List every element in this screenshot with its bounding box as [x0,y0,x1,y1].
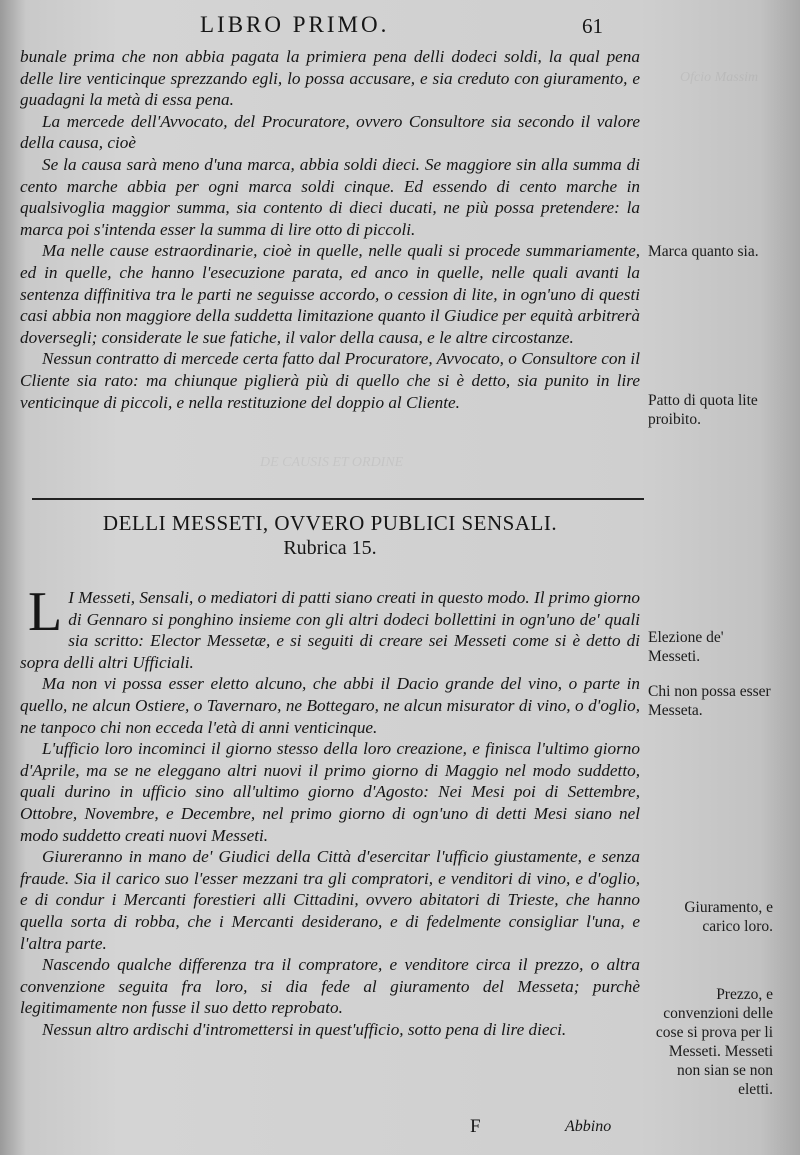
margin-note-prezzo: Prezzo, e convenzioni delle cose si prova per li Messeti. Messeti non sian se non eletti. [655,986,773,1098]
margin-note-elezione: Elezione de' Messeti. [648,629,724,665]
section-divider [32,498,644,500]
bleed-through-text: Ofcio Massim [680,70,759,85]
section-heading [20,510,640,560]
section-one-body [20,46,640,413]
margin-note-patto: Patto di quota lite proibito. [648,392,758,428]
bleed-through-text: DE CAUSIS ET ORDINE [260,455,404,470]
page-number: 61 [582,14,603,38]
paragraph: Nessun contratto di mercede certa fatto dal Procuratore, Avvocato, o Consultore con il Cliente sia rato: ma chiunque piglierà più di quello che si è detto, sia punito in lire venticinque di piccoli, e nella restituzione del doppio al Cliente. [20,349,640,412]
margin-note-marca: Marca quanto sia. [648,243,759,260]
signature-mark: F [470,1116,481,1137]
paragraph: Nascendo qualche differenza tra il compratore, e venditore circa il prezzo, o altra convenzione seguita fra loro, si dia fede al giuramento del Messeta; purchè legitimamente non fusse il suo detto reprobato. [20,955,640,1018]
heading-rubric: Rubrica 15. [283,537,377,559]
paragraph: Ma nelle cause estraordinarie, cioè in quelle, nelle quali si procede summariamente, ed in quelle, che hanno l'esecuzione parata, ed anco in quelle, nelle quali avanti la sentenza diffinitiva tra le parti ne seguisse accordo, o cession di lite, in ogn'uno di questi casi abbia non maggiore della suddetta limitazione quanto il Giudice per equità arbitrerà doversegli; considerate le sue fatiche, il valor della causa, e le altre circostanze. [20,241,640,347]
paragraph: L'ufficio loro incominci il giorno stesso della loro creazione, e finisca l'ultimo giorno d'Aprile, ma se ne eleggano altri nuovi il primo giorno di Maggio nel modo suddetto, quali durino in ufficio sino all'ultimo giorno d'Agosto: Nei Mesi poi di Settembre, Ottobre, Novembre, e Decembre, nel primo giorno di ogn'uno di detti Mesi siano nel modo suddetto creati nuovi Messeti. [20,739,640,845]
paragraph: Se la causa sarà meno d'una marca, abbia soldi dieci. Se maggiore sin alla summa di cento marche abbia per ogni marca soldi cinque. Ed essendo di cento marche in qualsivoglia maggior summa, sia contento di dieci ducati, ne più possa pretendere: la marca poi s'intenda esser la summa di lire otto di piccoli. [20,154,640,239]
page-header [0,12,800,44]
paragraph [20,581,640,673]
heading-title: DELLI MESSETI, OVVERO PUBLICI SENSALI. [102,511,558,535]
paragraph: Giureranno in mano de' Giudici della Città d'esercitar l'ufficio giustamente, e senza fraude. Sia il carico suo l'esser mezzani tra gli compratori, e venditori di vino, e d'oglio, e di condur i Mercanti forestieri alli Cittadini, ovvero abitatori di Trieste, che hanno quella sorta di robba, che i Mercanti desiderano, e di fedelmente consigliar l'una, e l'altra parte. [20,847,640,953]
paragraph: La mercede dell'Avvocato, del Procuratore, ovvero Consultore sia secondo il valore della causa, cioè [20,111,640,153]
paragraph-text: I Messeti, Sensali, o mediatori di patti siano creati in questo modo. Il primo giorno di Gennaro si ponghino insieme con gli altri dodeci bollettini in ogn'uno de' quali sia scritto: Elector Messetæ, e si seguiti di creare sei Messeti come si è detto di sopra delli altri Ufficiali. [20,588,640,672]
paragraph: Nessun altro ardischi d'intromettersi in quest'ufficio, sotto pena di lire dieci. [42,1019,567,1039]
section-two-body [20,581,640,1040]
margin-note-chi-non: Chi non possa esser Messeta. [648,683,771,719]
drop-cap: L [28,581,63,643]
paragraph: Ma non vi possa esser eletto alcuno, che abbi il Dacio grande del vino, o parte in quello, ne alcun Ostiere, o Tavernaro, ne Bottegaro, ne alcun misurator di vino, o d'oglio, ne tanpoco chi non ecceda l'età di anni venticinque. [20,674,640,737]
catchword: Abbino [565,1118,612,1135]
margin-note-giuramento: Giuramento, e carico loro. [684,899,773,935]
running-head: LIBRO PRIMO. [200,12,390,37]
paragraph: bunale prima che non abbia pagata la primiera pena delli dodeci soldi, la qual pena delle lire venticinque sprezzando egli, lo possa accusare, e sia creduto con giuramento, e guadagni la metà di essa pena. [20,47,640,110]
